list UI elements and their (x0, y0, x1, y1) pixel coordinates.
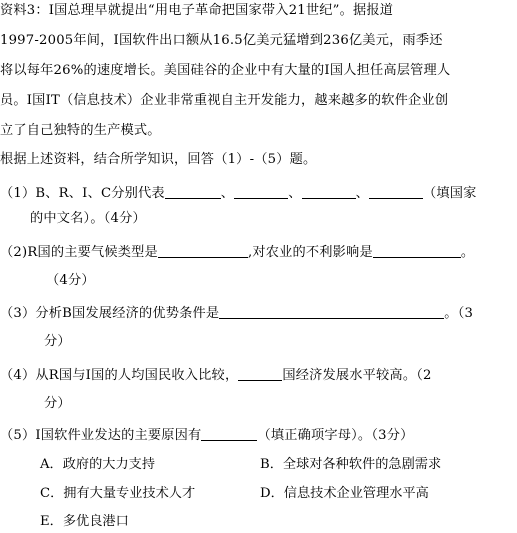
q1-sep-1: 、 (220, 186, 235, 201)
material-line-5: 立了自己独特的生产模式。 (0, 123, 161, 138)
q2-prefix: （2)R国的主要气候类型是 (0, 245, 158, 260)
q1-sep-3: 、 (355, 186, 369, 201)
q1-sep-2: 、 (288, 186, 302, 201)
q3-blank[interactable] (219, 304, 444, 319)
question-4 (0, 366, 432, 386)
q5-prefix: （5）I国软件业发达的主要原因有 (0, 428, 202, 443)
instruction: 根据上述资料，结合所学知识，回答（1）-（5）题。 (0, 152, 317, 167)
q4-suffix: 国经济发展水平较高。（2 (282, 368, 432, 383)
q4-blank[interactable] (238, 366, 282, 381)
q1-blank-b[interactable] (165, 184, 221, 199)
q5-suffix: （填正确项字母）。（3分） (257, 428, 414, 443)
q1-line-2: 的中文名）。（4分） (30, 211, 146, 226)
q3-line-2: 分） (44, 334, 71, 349)
q2-mid: ,对农业的不利影响是 (247, 245, 373, 260)
q5-blank[interactable] (201, 426, 257, 441)
q5-option-c: C．拥有大量专业技术人才 (40, 486, 196, 501)
q4-line-2: 分） (44, 396, 71, 411)
q1-prefix: （1）B、R、I、C分别代表 (0, 186, 165, 201)
material-line-2: 1997-2005年间，I国软件出口额从16.5亿美元猛增到236亿美元，雨季还 (0, 33, 443, 48)
material-line-3: 将以每年26%的速度增长。美国硅谷的企业中有大量的I国人担任高层管理人 (0, 63, 451, 78)
q5-option-d: D．信息技术企业管理水平高 (260, 486, 429, 501)
q4-prefix: （4）从R国与I国的人均国民收入比较， (0, 368, 239, 383)
q5-option-b: B．全球对各种软件的急剧需求 (260, 457, 442, 472)
q2-line-2: （4分） (46, 273, 95, 288)
q2-blank-impact[interactable] (373, 243, 461, 258)
q1-blank-r[interactable] (234, 184, 288, 199)
question-3 (0, 304, 473, 324)
question-1 (0, 184, 477, 204)
q1-blank-i[interactable] (302, 184, 356, 199)
q2-suffix: 。 (460, 245, 475, 260)
material-line-1: 资料3：I国总理早就提出“用电子革命把国家带入21世纪”。据报道 (0, 3, 394, 18)
q1-blank-c[interactable] (369, 184, 423, 199)
question-5 (0, 426, 413, 446)
q5-option-e: E．多优良港口 (40, 514, 129, 529)
q2-blank-climate[interactable] (158, 243, 248, 258)
material-line-4: 员。I国IT（信息技术）企业非常重视自主开发能力，越来越多的软件企业创 (0, 93, 449, 108)
q3-prefix: （3）分析B国发展经济的优势条件是 (0, 306, 220, 321)
q3-suffix: 。（3 (444, 306, 474, 321)
q5-option-a: A．政府的大力支持 (40, 457, 156, 472)
q1-suffix: （填国家 (422, 186, 477, 201)
question-2 (0, 243, 474, 263)
